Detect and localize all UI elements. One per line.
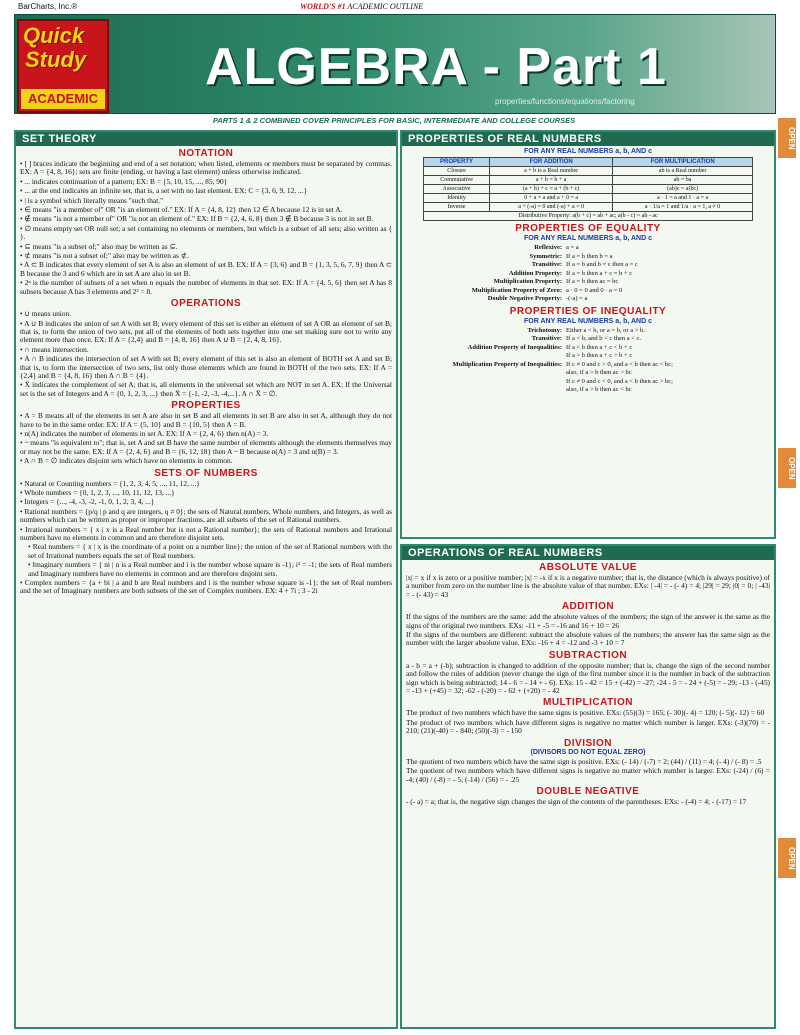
list-item: • ⊄ means "is not a subset of;" also may be written as ⊄. [20,251,189,261]
property-row [402,369,774,378]
table-header: FOR MULTIPLICATION [613,158,753,167]
list-item: • Natural or Counting numbers = {1, 2, 3, 4, 5, ..., 11, 12, ...} [20,478,200,488]
property-name [402,378,566,387]
property-row [402,344,774,353]
addition-text-2: If the signs of the numbers are different: subtract the absolute values of the numbers; the answer has the same sign as the number with the larger absolute value. EXs: -16 + 4 = -12 and -3 + 10 = 7 [406,630,770,648]
table-header: PROPERTY [424,158,490,167]
property-name: Trichotomy: [527,326,562,334]
absolute-value-title: ABSOLUTE VALUE [539,562,637,573]
table-cell: Inverse [424,203,490,212]
sets-of-numbers-title: SETS OF NUMBERS [154,467,258,479]
property-rule: If a < b, and b < c then a < c. [566,335,642,342]
table-header: FOR ADDITION [490,158,613,167]
property-name: Multiplication Property of Inequalities: [452,360,562,368]
property-rule: If a = b then ac = bc [566,278,619,285]
list-item: • Real numbers = { x | x is the coordinate of a point on a number line}; the union of the set of Rational numbers with the set of Irrational numbers equals the set of Real numbers. [28,542,392,560]
notation-list [16,160,396,296]
property-rule: If c ≠ 0 and c < 0, and a < b then ac > bc; [566,377,673,385]
property-name [402,352,566,361]
division-sub: (DIVISORS DO NOT EQUAL ZERO) [530,748,646,756]
list-item: • A ∩ B indicates the intersection of set A with set B; every element of this set is also an element of BOTH set A and set B; that is, to form the intersection of two sets, list only those elements which are found in BOTH of the two sets. EX: If A = {2,4} and B = {4, 8, 16} then A ∩ B = {4}. [20,354,392,380]
absolute-value-text: |x| = x if x is zero or a positive number; |x| = -x if x is a negative number; that is, the distance (which is always positive) of a number from zero on the number line is the absolute value of that number. EXs: | -4| = - (- 4) = 4; |29| = 29; |0| = 0; | -43| = - (- 43) = 43 [406,573,770,599]
property-rule: a · 0 = 0 and 0 · a = 0 [566,286,623,294]
table-cell: Closure [424,167,490,176]
intro-line: PARTS 1 & 2 COMBINED COVER PRINCIPLES FOR BASIC, INTERMEDIATE AND COLLEGE COURSES [212,116,576,125]
property-row [402,253,774,262]
table-cell: Associative [424,185,490,194]
division-text-1: The quotient of two numbers which have the same sign is positive. EXs: (- 14) / (-7) = 2; (44) / (11) = 4; (- 4) / (- 8) = .5 [406,756,762,766]
list-item: • | is a symbol which literally means "such that." [20,195,164,205]
table-row [424,167,753,176]
property-row [402,244,774,253]
property-rule: also, if a > b then ac < bc [566,386,632,393]
list-item: • ∉ means "is not a member of" OR "is not an element of." EX: If B = {2, 4, 6, 8} then 3 ∉ B because 3 is not in set B. [20,214,374,224]
table-cell: a + (-a) = 0 and (-a) + a = 0 [490,203,613,212]
table-cell: a + b is a Real number [490,167,613,176]
notation-title: NOTATION [178,148,234,159]
properties-title: PROPERTIES [171,400,241,412]
property-row [402,261,774,270]
multiplication-text-1: The product of two numbers which have the same signs is positive. EXs: (55)(3) = 165; (- 30)(- 4) = 120; (- 5)(- 12) = 60 [406,708,765,718]
page-title: ALGEBRA - Part 1 [205,38,667,96]
property-row [402,287,774,296]
list-item: • Whole numbers = {0, 1, 2, 3, ..., 10, 11, 12, 13, ...} [20,488,175,497]
operations-real-heading: OPERATIONS OF REAL NUMBERS [402,546,774,560]
property-row [402,378,774,387]
tagline-prefix: WORLD'S #1 [300,2,346,11]
sets-indented-list [16,543,396,578]
equality-list [402,244,774,304]
complex-numbers [16,579,396,596]
property-row [402,352,774,361]
table-cell: ab = ba [613,176,753,185]
list-item: • ∈ means "is a member of" OR "is an element of." EX: If A = {4, 8, 12} then 12 ∈ A because 12 is in set A. [20,205,343,215]
property-row [402,335,774,344]
logo-academic: ACADEMIC [21,89,105,109]
property-row [402,361,774,370]
table-cell: Identity [424,194,490,203]
property-name: Addition Property of Inequalities: [467,343,562,351]
list-item: • A = B means all of the elements in set A are also in set B and all elements in set B are also in set A, although they do not have to be in the same order. EX: If A = {5, 10} and B = {10, 5} then A = B. [20,411,392,429]
complex-numbers-text: • Complex numbers = {a + bi | a and b are Real numbers and i is the number whose square is -1}; the set of Real numbers and the set of Imaginary numbers are both subsets of the set of Complex numbers. EX: 4 + 7i ; 3 - 2i [20,578,392,596]
division-title: DIVISION [564,737,612,749]
inequality-title: PROPERTIES OF INEQUALITY [509,305,667,317]
table-cell: ab is a Real number [613,167,753,176]
division-text-2: The quotient of two numbers which have different signs is negative no matter which number is larger. EXs: (-24) / (6) = -4; (40) / (-8) = - 5; (-14) / (56) = - .25 [406,766,770,784]
list-item: • A ⊂ B indicates that every element of set A is also an element of set B. EX: If A = {3, 6} and B = {1, 3, 5, 6, 7, 9} then A ⊂ B because the 3 and 6 which are in set A are also in set B. [20,260,392,278]
top-line [0,0,800,14]
list-item: • A ∩ B = ∅ indicates disjoint sets which have no elements in common. [20,456,233,466]
table-cell: a · 1/a = 1 and 1/a · a = 1, a ≠ 0 [613,203,753,212]
list-item: • ∩ means intersection. [20,344,89,354]
open-tab: OPEN [778,448,796,488]
property-name: Double Negative Property: [487,295,562,302]
list-item: • Imaginary numbers = { ni | n is a Real number and i is the number whose square is -1}; i² = -1; the sets of Real numbers and Imaginary numbers have no elements in common and are therefore disjoint sets. [28,560,392,578]
list-item: • ~ means "is equivalent to"; that is, set A and set B have the same number of elements although the elements themselves may or may not be the same. EX: If A = {2, 4, 6} and B = {6, 12, 18} then A ~ B because n(A) = 3 and n(B) = 3. [20,438,392,456]
property-rule: a = a [566,244,579,251]
double-negative-title: DOUBLE NEGATIVE [536,785,640,797]
list-item: • A ∪ B indicates the union of set A with set B; every element of this set is either an element of set A OR an element of set B; that is, to form the union of two sets, put all of the elements of both sets together into one set making sure not to write any element more than once. EX: If A = {2,4} and B = {4, 8, 16} then A ∪ B = {2, 4, 8, 16}. [20,318,392,345]
list-item: • ... at the end indicates an infinite set, that is, a set with no last element. EX: C = {3, 6, 9, 12, ...} [20,186,308,196]
table-cell: 0 + a = a and a + 0 = a [490,194,613,203]
tagline-rest: ACADEMIC OUTLINE [345,2,424,11]
list-item: • X̄ indicates the complement of set A; that is, all elements in the universal set which are NOT in set A. EX: If the Universal set is the set of Integers and A = {0, 1, 2, 3, ...} then X̄ = {-1, -2, -3, -4,...}. A ∩ X̄ = ∅. [20,380,392,398]
distributive-property: Distributive Property: a(b + c) = ab + ac; a(b - c) = ab - ac [424,212,753,221]
addition-title: ADDITION [561,601,615,613]
inequality-list [402,327,774,395]
subtraction-text: a - b = a + (-b); subtraction is changed to addition of the opposite number; that is, change the sign of the second number and follow the rules of addition (never change the sign of the first number since it is the number in back of the subtraction sign which is being subtracted; 14 - 6 = - 14 + - 6). EXs: 15 - 42 = 15 + (-42) = -27; -24 - 5 = - 24 + (-5) = - 29; -13 - (-45) = -13 + (+45) = 32; -62 - (-20) = - 62 + (+20) = - 42 [406,660,770,696]
set-theory-panel [14,130,398,1029]
properties-real-sub: FOR ANY REAL NUMBERS a, b, AND c [524,148,652,155]
open-tabs [776,118,796,1028]
list-item: • Integers = {..., -4, -3, -2, -1, 0, 1, 2, 3, 4, ...} [20,497,155,507]
list-item: • ⊆ means "is a subset of;" also may be written as ⊆. [20,241,178,251]
multiplication-text-2: The product of two numbers which have different signs is negative no matter which number is larger. EXs: (-3)(70) = - 210; (21)(-40) = - 840; (50)(-3) = - 150 [406,717,770,736]
property-name [402,369,566,378]
property-rule: also, if a > b then ac > bc [566,369,632,376]
list-item: • Rational numbers = {p/q | p and q are integers, q ≠ 0}; the sets of Natural numbers, Whole numbers, and Integers, as well as numbers which can be written as proper or improper fractions, are all subsets of the set of Rational numbers. [20,506,392,525]
set-theory-heading: SET THEORY [16,132,396,146]
properties-table [423,157,753,221]
table-cell: a + b = b + a [490,176,613,185]
table-cell: (ab)c = a(bc) [613,185,753,194]
table-cell: a · 1 = a and 1 · a = a [613,194,753,203]
properties-real-heading: PROPERTIES OF REAL NUMBERS [402,132,774,146]
table-row [424,203,753,212]
quickstudy-logo [17,19,109,113]
open-tab: OPEN [778,838,796,878]
subtraction-title: SUBTRACTION [548,649,628,661]
table-cell: Commutative [424,176,490,185]
double-negative-text: - (- a) = a; that is, the negative sign changes the sign of the contents of the parentheses. EXs: - (-4) = 4; - (-17) = 17 [406,796,747,806]
list-item: • ... indicates continuation of a pattern; EX: B = {5, 10, 15, ..., 85, 90} [20,176,228,186]
property-name: Transitive: [531,335,562,342]
property-row [402,295,774,304]
properties-list [16,412,396,465]
equality-sub: FOR ANY REAL NUMBERS a, b, AND c [524,235,652,242]
property-row [402,278,774,287]
addition-text-1: If the signs of the numbers are the same: add the absolute values of the numbers; the sign of the answer is the same as the signs of the original two numbers. EXs: -11 + -5 = -16 and 16 + 10 = 26 [406,612,770,630]
table-cell: (a + b) + c = a + (b + c) [490,185,613,194]
operations-real-panel [400,544,776,1029]
operations-list [16,310,396,398]
operations-title: OPERATIONS [170,298,242,310]
properties-real-panel [400,130,776,539]
property-name: Multiplication Property: [493,278,562,285]
logo-quick: Quick [23,23,85,48]
property-rule: If a = b then a + c = b + c [566,269,633,277]
property-rule: If a < b then a + c < b + c [566,343,633,351]
property-name: Multiplication Property of Zero: [471,286,562,294]
property-rule: If c ≠ 0 and c > 0, and a < b then ac < bc; [566,360,673,368]
property-name: Reflexive: [534,244,562,251]
property-row [402,270,774,279]
multiplication-title: MULTIPLICATION [543,697,633,709]
open-tab: OPEN [778,118,796,158]
table-row [424,176,753,185]
inequality-sub: FOR ANY REAL NUMBERS a, b, AND c [524,317,652,325]
property-row [402,327,774,336]
property-name: Transitive: [531,261,562,268]
logo-study: Study [25,47,87,72]
property-rule: If a = b then b = a [566,252,613,260]
table-row [424,194,753,203]
property-name: Symmetric: [529,252,562,260]
property-name [402,386,566,395]
tagline [300,0,423,14]
list-item: • [ ] braces indicate the beginning and end of a set notation; when listed, elements or members must be separated by commas. EX: A = {4, 8, 16}; sets are finite (ending, or having a last element) unless otherwise indicated. [20,159,392,177]
title-tags: properties/functions/equations/factoring [495,97,635,106]
table-row [424,185,753,194]
list-item: • ∪ means union. [20,309,72,319]
property-rule: -(-a) = a [566,295,588,302]
header-banner [14,14,776,114]
property-row [402,386,774,395]
equality-title: PROPERTIES OF EQUALITY [515,223,661,234]
sets-list [16,480,396,543]
property-rule: If a > b then a + c > b + c [566,352,633,359]
list-item: • 2ⁿ is the number of subsets of a set when n equals the number of elements in that set. EX: If A = {4, 5, 6} then set A has 8 subsets because A has 3 elements and 2³ = 8. [20,278,392,296]
list-item: • ∅ means empty set OR null set; a set containing no elements or members, but which is a subset of all sets; also written as { }. [20,223,392,242]
property-name: Addition Property: [508,269,562,277]
list-item: • n(A) indicates the number of elements in set A. EX: If A = {2, 4, 6} then n(A) = 3. [20,428,269,438]
list-item: • Irrational numbers = { x | x is a Real number but is not a Rational number}; the sets of Rational numbers and Irrational numbers have no elements in common and are therefore disjoint sets. [20,524,392,543]
property-rule: Either a < b, or a = b, or a > b. [566,326,645,334]
property-rule: If a = b and b = c then a = c [566,261,638,268]
publisher: BarCharts, Inc.® [18,2,78,11]
